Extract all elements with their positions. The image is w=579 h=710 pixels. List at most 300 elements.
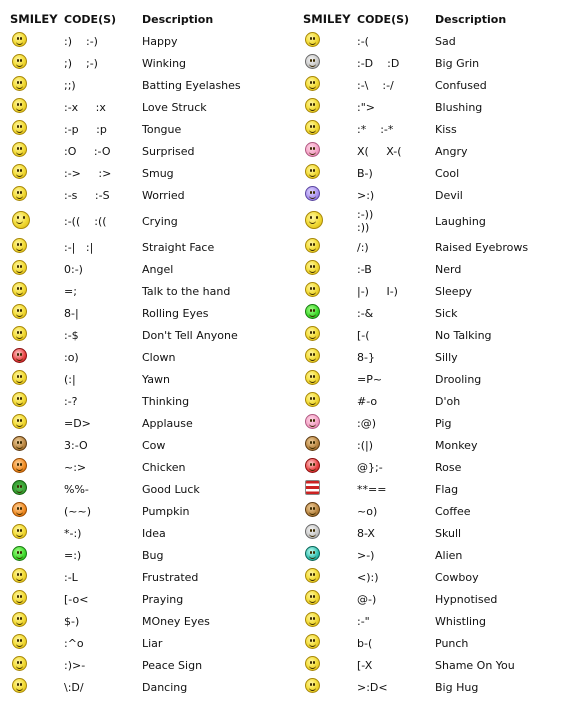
cool-icon <box>305 164 320 179</box>
smiley-description: Rolling Eyes <box>142 306 209 320</box>
smiley-description: Flag <box>435 482 459 496</box>
smiley-cell <box>4 656 64 674</box>
smiley-codes: 8-X <box>357 526 375 540</box>
table-row <box>4 302 290 324</box>
smiley-codes: [-o< <box>64 592 89 606</box>
smiley-codes: =D> <box>64 416 91 430</box>
smiley-codes: :-" <box>357 614 370 628</box>
skull-icon <box>305 524 320 539</box>
smiley-description: Rose <box>435 460 462 474</box>
table-row <box>297 588 579 610</box>
table-row <box>297 30 579 52</box>
table-row <box>297 522 579 544</box>
thinking-icon <box>12 392 27 407</box>
smiley-codes: \:D/ <box>64 680 84 694</box>
smiley-description: Kiss <box>435 122 457 136</box>
smiley-cell <box>297 502 357 520</box>
smiley-codes: :O :-O <box>64 144 111 158</box>
batting-eyelashes-icon <box>12 76 27 91</box>
table-row <box>4 610 290 632</box>
smiley-codes: :-| :| <box>64 240 94 254</box>
smiley-description: Nerd <box>435 262 462 276</box>
smiley-codes: :"> <box>357 100 375 114</box>
smiley-description: Winking <box>142 56 187 70</box>
smiley-description: Chicken <box>142 460 186 474</box>
smiley-codes: :) :-) <box>64 34 98 48</box>
smiley-description: Frustrated <box>142 570 199 584</box>
smiley-cell <box>4 612 64 630</box>
smiley-description: Silly <box>435 350 458 364</box>
table-row <box>297 610 579 632</box>
table-row <box>4 30 290 52</box>
table-row <box>297 456 579 478</box>
smiley-codes: (:| <box>64 372 76 386</box>
smiley-cell <box>4 634 64 652</box>
happy-icon <box>12 32 27 47</box>
table-row <box>4 52 290 74</box>
smiley-codes: **== <box>357 482 387 496</box>
smiley-cell <box>297 546 357 564</box>
smiley-cell <box>297 282 357 300</box>
doh-icon <box>305 392 320 407</box>
smiley-codes: :* :-* <box>357 122 394 136</box>
smiley-description: Devil <box>435 188 463 202</box>
smiley-codes: :-L <box>64 570 78 584</box>
smiley-description: Don't Tell Anyone <box>142 328 238 342</box>
table-header <box>297 8 579 30</box>
smiley-codes: @};- <box>357 460 383 474</box>
smiley-cell <box>4 164 64 182</box>
peace-sign-icon <box>12 656 27 671</box>
table-row <box>4 324 290 346</box>
smiley-description: Praying <box>142 592 184 606</box>
smiley-codes: B-) <box>357 166 373 180</box>
big-grin-icon <box>305 54 320 69</box>
liar-icon <box>12 634 27 649</box>
tongue-icon <box>12 120 27 135</box>
smiley-cell <box>297 120 357 138</box>
header-codes: CODE(S) <box>357 12 410 26</box>
smiley-codes: [-X <box>357 658 373 672</box>
smiley-cell <box>4 678 64 696</box>
header-codes: CODE(S) <box>64 12 117 26</box>
smiley-codes: X( X-( <box>357 144 402 158</box>
header-smiley: SMILEY <box>303 12 351 26</box>
table-row <box>297 346 579 368</box>
kiss-icon <box>305 120 320 135</box>
smiley-codes: ;) ;-) <box>64 56 98 70</box>
talk-to-the-hand-icon <box>12 282 27 297</box>
table-row <box>297 632 579 654</box>
smiley-cell <box>4 186 64 204</box>
table-row <box>297 434 579 456</box>
table-row <box>4 390 290 412</box>
smiley-codes: :-\ :-/ <box>357 78 394 92</box>
smiley-codes: :-x :x <box>64 100 106 114</box>
angel-icon <box>12 260 27 275</box>
smiley-codes: $-) <box>64 614 80 628</box>
smiley-table-left <box>4 8 290 698</box>
dancing-icon <box>12 678 27 693</box>
smiley-cell <box>4 436 64 454</box>
table-header <box>4 8 290 30</box>
smiley-description: Cowboy <box>435 570 479 584</box>
smiley-codes: :-)) :)) <box>357 208 374 234</box>
worried-icon <box>12 186 27 201</box>
no-talking-icon <box>305 326 320 341</box>
smiley-codes: :-s :-S <box>64 188 110 202</box>
laughing-icon <box>305 211 323 229</box>
table-row <box>297 162 579 184</box>
sick-icon <box>305 304 320 319</box>
smiley-cell <box>4 76 64 94</box>
surprised-icon <box>12 142 27 157</box>
smiley-cell <box>4 590 64 608</box>
smiley-description: Blushing <box>435 100 483 114</box>
smiley-codes: >:D< <box>357 680 388 694</box>
smiley-cell <box>4 98 64 116</box>
table-row <box>4 206 290 236</box>
love-struck-icon <box>12 98 27 113</box>
clown-icon <box>12 348 27 363</box>
smiley-description: Applause <box>142 416 193 430</box>
table-row <box>4 346 290 368</box>
smiley-codes: 3:-O <box>64 438 88 452</box>
smiley-codes: @-) <box>357 592 377 606</box>
smiley-description: Sick <box>435 306 458 320</box>
smiley-codes: =:) <box>64 548 82 562</box>
smiley-description: Pig <box>435 416 452 430</box>
smiley-cell <box>4 414 64 432</box>
smiley-cell <box>297 260 357 278</box>
smiley-cell <box>297 238 357 256</box>
smiley-cell <box>297 634 357 652</box>
table-row <box>297 236 579 258</box>
pumpkin-icon <box>12 502 27 517</box>
smiley-codes: :-? <box>64 394 78 408</box>
table-row <box>297 324 579 346</box>
smiley-codes: :@) <box>357 416 376 430</box>
devil-icon <box>305 186 320 201</box>
smiley-description: Sad <box>435 34 456 48</box>
blushing-icon <box>305 98 320 113</box>
cow-icon <box>12 436 27 451</box>
smiley-codes: 8-} <box>357 350 375 364</box>
rose-icon <box>305 458 320 473</box>
smiley-codes: :^o <box>64 636 84 650</box>
header-description: Description <box>435 12 507 26</box>
winking-icon <box>12 54 27 69</box>
shame-on-you-icon <box>305 656 320 671</box>
smiley-codes: :o) <box>64 350 79 364</box>
table-row <box>297 500 579 522</box>
smiley-description: Good Luck <box>142 482 200 496</box>
table-row <box>4 96 290 118</box>
smiley-cell <box>4 502 64 520</box>
table-row <box>4 368 290 390</box>
table-row <box>4 654 290 676</box>
smiley-description: Sleepy <box>435 284 473 298</box>
dont-tell-anyone-icon <box>12 326 27 341</box>
table-row <box>297 258 579 280</box>
smiley-description: Skull <box>435 526 462 540</box>
smiley-cell <box>297 76 357 94</box>
cowboy-icon <box>305 568 320 583</box>
smiley-codes: =; <box>64 284 77 298</box>
smiley-description: Angel <box>142 262 174 276</box>
smiley-cell <box>297 568 357 586</box>
smiley-codes: :-(( :(( <box>64 214 107 228</box>
smiley-description: Straight Face <box>142 240 215 254</box>
flag-icon <box>305 480 320 495</box>
smiley-codes: ;;) <box>64 78 76 92</box>
smiley-cell <box>4 458 64 476</box>
smiley-cell <box>4 546 64 564</box>
table-row <box>297 302 579 324</box>
table-row <box>4 140 290 162</box>
smiley-description: Alien <box>435 548 463 562</box>
smiley-codes: <):) <box>357 570 379 584</box>
smiley-description: Cow <box>142 438 166 452</box>
smiley-cell <box>297 326 357 344</box>
smiley-description: No Talking <box>435 328 492 342</box>
smiley-codes: |-) I-) <box>357 284 398 298</box>
smiley-cell <box>297 142 357 160</box>
table-row <box>4 500 290 522</box>
smiley-cell <box>297 480 357 498</box>
smiley-description: Punch <box>435 636 469 650</box>
smiley-description: Angry <box>435 144 468 158</box>
smiley-cell <box>4 326 64 344</box>
bug-icon <box>12 546 27 561</box>
smiley-description: Monkey <box>435 438 478 452</box>
table-row <box>4 162 290 184</box>
big-hug-icon <box>305 678 320 693</box>
table-row <box>297 390 579 412</box>
smiley-description: Big Grin <box>435 56 480 70</box>
table-row <box>4 566 290 588</box>
table-row <box>4 118 290 140</box>
smiley-cell <box>4 32 64 50</box>
applause-icon <box>12 414 27 429</box>
smiley-cell <box>4 120 64 138</box>
smiley-codes: :)>- <box>64 658 86 672</box>
table-row <box>297 368 579 390</box>
table-row <box>297 544 579 566</box>
smiley-description: Pumpkin <box>142 504 190 518</box>
smiley-description: MOney Eyes <box>142 614 210 628</box>
smiley-table-right <box>297 8 579 698</box>
smiley-description: Happy <box>142 34 178 48</box>
smiley-cell <box>297 612 357 630</box>
smiley-codes: :(|) <box>357 438 373 452</box>
chicken-icon <box>12 458 27 473</box>
smiley-codes: *-:) <box>64 526 82 540</box>
smiley-description: Surprised <box>142 144 195 158</box>
table-row <box>4 280 290 302</box>
table-row <box>297 96 579 118</box>
sleepy-icon <box>305 282 320 297</box>
smiley-cell <box>4 392 64 410</box>
table-row <box>4 184 290 206</box>
smiley-cell <box>4 568 64 586</box>
table-row <box>4 478 290 500</box>
smiley-codes: ~o) <box>357 504 378 518</box>
smiley-cell <box>297 186 357 204</box>
smiley-codes: :-> :> <box>64 166 112 180</box>
smiley-codes: /:) <box>357 240 369 254</box>
punch-icon <box>305 634 320 649</box>
coffee-icon <box>305 502 320 517</box>
table-row <box>297 52 579 74</box>
smiley-cell <box>297 656 357 674</box>
smiley-cell <box>297 414 357 432</box>
smiley-description: Confused <box>435 78 487 92</box>
smiley-description: Clown <box>142 350 176 364</box>
smiley-cell <box>4 211 64 232</box>
smiley-cell <box>297 32 357 50</box>
smiley-cell <box>297 678 357 696</box>
smiley-codes: :-( <box>357 34 369 48</box>
angry-icon <box>305 142 320 157</box>
idea-icon <box>12 524 27 539</box>
smiley-codes: 0:-) <box>64 262 83 276</box>
table-row <box>4 412 290 434</box>
smiley-description: Crying <box>142 214 178 228</box>
silly-icon <box>305 348 320 363</box>
smiley-cell <box>4 524 64 542</box>
sad-icon <box>305 32 320 47</box>
smiley-description: Yawn <box>142 372 170 386</box>
smiley-cell <box>4 260 64 278</box>
crying-icon <box>12 211 30 229</box>
drooling-icon <box>305 370 320 385</box>
smiley-cell <box>297 348 357 366</box>
smiley-cell <box>4 370 64 388</box>
table-row <box>297 184 579 206</box>
money-eyes-icon <box>12 612 27 627</box>
table-row <box>297 118 579 140</box>
smiley-description: Batting Eyelashes <box>142 78 241 92</box>
smiley-description: Coffee <box>435 504 471 518</box>
table-row <box>297 74 579 96</box>
smiley-cell <box>4 54 64 72</box>
smiley-codes: :-B <box>357 262 372 276</box>
smiley-codes: :-D :D <box>357 56 400 70</box>
smug-icon <box>12 164 27 179</box>
smiley-description: Cool <box>435 166 460 180</box>
table-row <box>297 206 579 236</box>
smiley-description: D'oh <box>435 394 461 408</box>
smiley-description: Bug <box>142 548 164 562</box>
smiley-description: Drooling <box>435 372 482 386</box>
table-row <box>4 588 290 610</box>
table-row <box>297 676 579 698</box>
monkey-icon <box>305 436 320 451</box>
smiley-cell <box>297 436 357 454</box>
table-row <box>297 654 579 676</box>
table-row <box>4 544 290 566</box>
smiley-cell <box>4 142 64 160</box>
table-row <box>297 566 579 588</box>
smiley-description: Worried <box>142 188 185 202</box>
smiley-description: Thinking <box>142 394 190 408</box>
smiley-cell <box>297 164 357 182</box>
table-row <box>297 412 579 434</box>
smiley-description: Love Struck <box>142 100 207 114</box>
table-row <box>4 434 290 456</box>
smiley-description: Idea <box>142 526 166 540</box>
smiley-description: Dancing <box>142 680 188 694</box>
smiley-cell <box>297 590 357 608</box>
smiley-description: Liar <box>142 636 163 650</box>
praying-icon <box>12 590 27 605</box>
smiley-codes: (~~) <box>64 504 92 518</box>
smiley-codes: =P~ <box>357 372 383 386</box>
smiley-cell <box>4 282 64 300</box>
confused-icon <box>305 76 320 91</box>
smiley-cell <box>297 304 357 322</box>
table-row <box>297 280 579 302</box>
smiley-description: Raised Eyebrows <box>435 240 529 254</box>
raised-eyebrows-icon <box>305 238 320 253</box>
smiley-cell <box>297 458 357 476</box>
smiley-description: Peace Sign <box>142 658 203 672</box>
pig-icon <box>305 414 320 429</box>
smiley-codes: [-( <box>357 328 370 342</box>
smiley-description: Laughing <box>435 214 486 228</box>
smiley-codes: 8-| <box>64 306 79 320</box>
header-smiley: SMILEY <box>10 12 58 26</box>
smiley-codes: >-) <box>357 548 375 562</box>
table-row <box>4 522 290 544</box>
smiley-description: Smug <box>142 166 174 180</box>
smiley-cell <box>297 392 357 410</box>
smiley-description: Big Hug <box>435 680 479 694</box>
smiley-cell <box>297 370 357 388</box>
table-row <box>297 140 579 162</box>
table-row <box>4 456 290 478</box>
header-description: Description <box>142 12 214 26</box>
smiley-cell <box>4 304 64 322</box>
table-row <box>4 632 290 654</box>
table-row <box>4 258 290 280</box>
yawn-icon <box>12 370 27 385</box>
smiley-codes: :-& <box>357 306 374 320</box>
smiley-description: Shame On You <box>435 658 515 672</box>
table-row <box>4 676 290 698</box>
smiley-cell <box>297 98 357 116</box>
smiley-description: Talk to the hand <box>142 284 231 298</box>
whistling-icon <box>305 612 320 627</box>
table-row <box>4 74 290 96</box>
smiley-cell <box>297 524 357 542</box>
smiley-cell <box>4 348 64 366</box>
smiley-description: Hypnotised <box>435 592 498 606</box>
smiley-cell <box>4 238 64 256</box>
smiley-description: Tongue <box>142 122 182 136</box>
rolling-eyes-icon <box>12 304 27 319</box>
nerd-icon <box>305 260 320 275</box>
table-row <box>297 478 579 500</box>
smiley-codes: #-o <box>357 394 378 408</box>
smiley-codes: b-( <box>357 636 373 650</box>
alien-icon <box>305 546 320 561</box>
clover-icon <box>12 480 27 495</box>
smiley-cell <box>297 54 357 72</box>
frustrated-icon <box>12 568 27 583</box>
smiley-description: Whistling <box>435 614 487 628</box>
